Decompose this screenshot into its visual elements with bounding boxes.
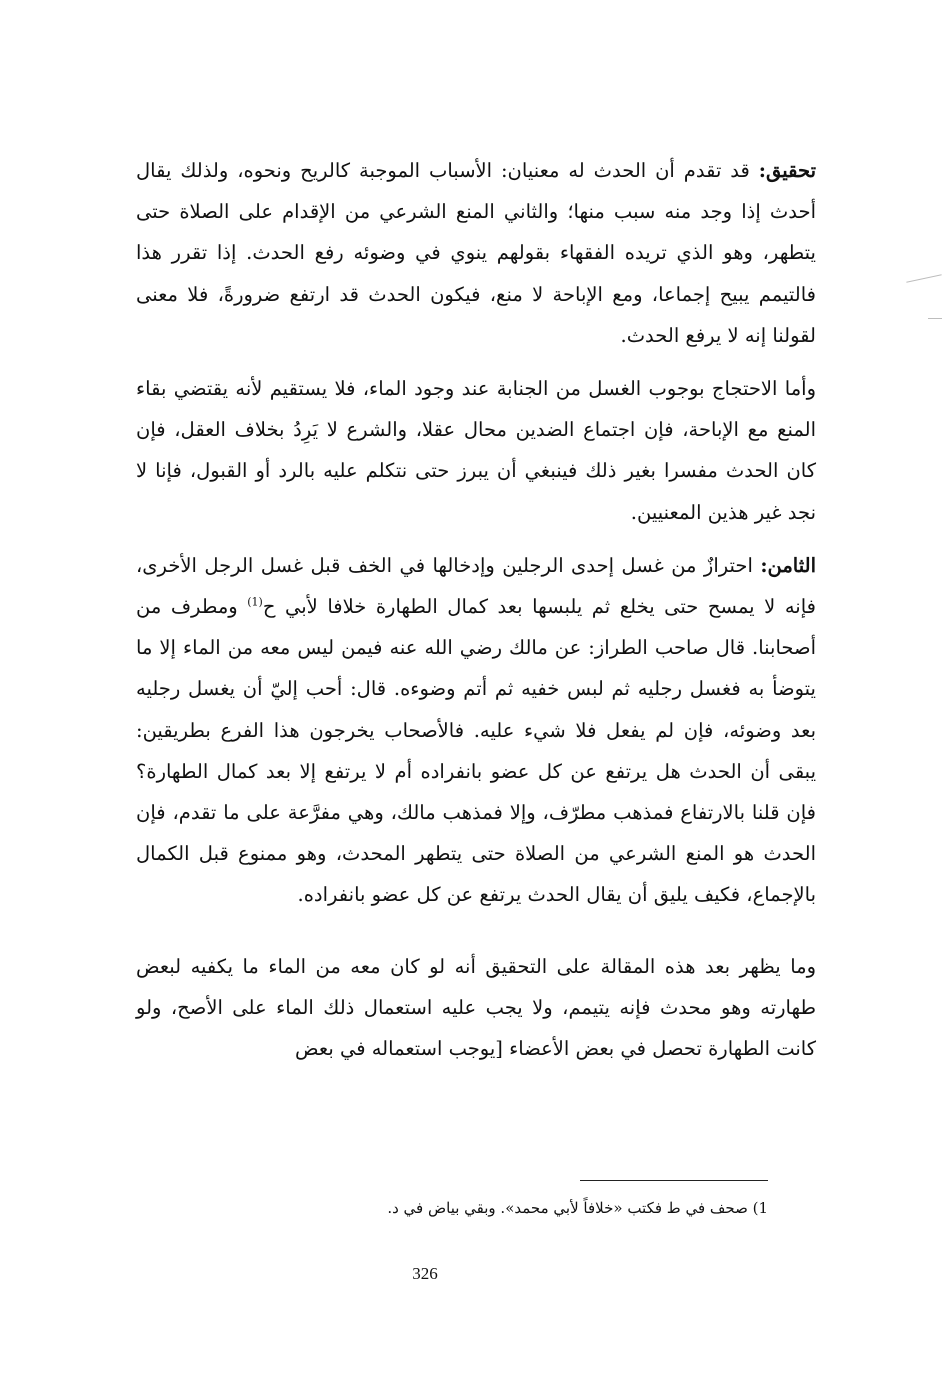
margin-scan-mark [906, 274, 941, 282]
page-body [136, 150, 816, 1069]
footnote-reference[interactable]: (1) [247, 595, 263, 609]
paragraph-conclusion [136, 946, 816, 1070]
paragraph-text: وما يظهر بعد هذه المقالة على التحقيق أنه لو كان معه من الماء ما يكفيه لبعض طهارته وهو محدث فإنه يتيمم، ولا يجب عليه استعمال ذلك الماء على الأصح، ولو كانت الطهارة تحصل في بعض الأعضاء [يوجب استعماله في بعض [136, 954, 816, 1061]
paragraph-text: ومطرف من أصحابنا. قال صاحب الطراز: عن مالك رضي الله عنه فيمن ليس معه من الماء إلا ما يتوضأ به فغسل رجليه ثم لبس خفيه ثم أتم وضوءه. قال: أحب إليّ أن يغسل رجليه بعد وضوئه، فإن لم يفعل فلا شيء عليه. فالأصحاب يخرجون هذا الفرع بطريقين: يبقى أن الحدث هل يرتفع عن كل عضو بانفراده أم لا يرتفع إلا بعد كمال الطهارة؟ فإن قلنا بالارتفاع فمذهب مطرّف، وإلا فمذهب مالك، وهي مفرَّعة على ما تقدم، فإن الحدث هو المنع الشرعي من الصلاة حتى يتطهر المحدث، وهو ممنوع قبل الكمال بالإجماع، فكيف يليق أن يقال الحدث يرتفع عن كل عضو بانفراده. [136, 595, 816, 907]
paragraph-lead: الثامن: [760, 553, 816, 577]
paragraph-text: احترازٌ من غسل إحدى الرجلين وإدخالها في الخف قبل غسل الرجل الأخرى، فإنه لا يمسح حتى يخلع ثم يلبسها بعد كمال الطهارة خلافا لأبي ح [136, 553, 816, 619]
paragraph-ihtijaj [136, 368, 816, 533]
paragraph-tahqiq [136, 150, 816, 356]
footnote: 1) صحف في ط فكتب «خلافاً لأبي محمد». وبقي بياض في د. [387, 1199, 768, 1217]
paragraph-lead: تحقيق: [758, 159, 816, 182]
footnote-divider [580, 1180, 768, 1181]
paragraph-text: قد تقدم أن الحدث له معنيان: الأسباب الموجبة كالريح ونحوه، ولذلك يقال أحدث إذا وجد منه سبب منها؛ والثاني المنع الشرعي من الإقدام على الصلاة حتى يتطهر، وهو الذي تريده الفقهاء بقولهم ينوي في وضوئه رفع الحدث. إذا تقرر هذا فالتيمم يبيح إجماعا، ومع الإباحة لا منع، فيكون الحدث قد ارتفع ضرورةً، فلا معنى لقولنا إنه لا يرفع الحدث. [136, 159, 816, 347]
page-number: 326 [412, 1264, 438, 1283]
margin-scan-mark [928, 318, 942, 319]
paragraph-text: وأما الاحتجاج بوجوب الغسل من الجنابة عند وجود الماء، فلا يستقيم لأنه يقتضي بقاء المنع مع الإباحة، فإن اجتماع الضدين محال عقلا، والشرع لا يَرِدُ بخلاف العقل، فإن كان الحدث مفسرا بغير ذلك فينبغي أن يبرز حتى نتكلم عليه بالرد أو القبول، فإنا لا نجد غير هذين المعنيين. [136, 377, 816, 524]
paragraph-thamin [136, 545, 816, 916]
